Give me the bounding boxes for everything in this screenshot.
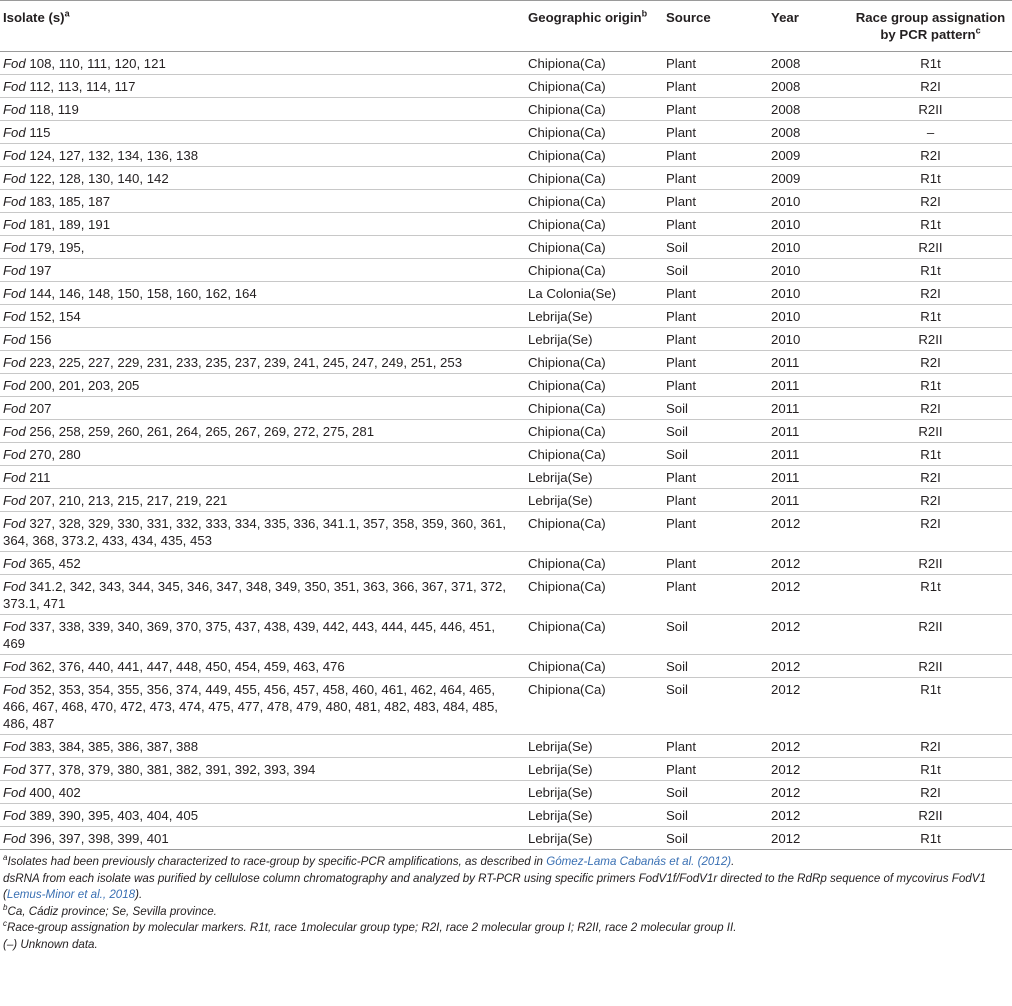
- header-year: Year: [771, 1, 849, 52]
- source-cell: Soil: [666, 397, 771, 420]
- origin-cell: Lebrija(Se): [528, 328, 666, 351]
- origin-cell: Chipiona(Ca): [528, 655, 666, 678]
- isolate-numbers: 400, 402: [25, 785, 81, 800]
- footnote-dsrna-reference-link[interactable]: Lemus-Minor et al., 2018: [6, 888, 136, 902]
- fod-label: Fod: [3, 56, 26, 71]
- isolate-numbers: 396, 397, 398, 399, 401: [25, 831, 169, 846]
- year-cell: 2012: [771, 678, 849, 735]
- source-cell: Plant: [666, 167, 771, 190]
- isolate-cell: [0, 420, 528, 443]
- isolate-cell: [0, 328, 528, 351]
- year-cell: 2008: [771, 75, 849, 98]
- origin-cell: Chipiona(Ca): [528, 575, 666, 615]
- footnote-a-reference-link[interactable]: Gómez-Lama Cabanás et al. (2012): [546, 855, 732, 868]
- table-row: [0, 735, 1012, 758]
- race-cell: R1t: [849, 305, 1012, 328]
- year-cell: 2011: [771, 443, 849, 466]
- header-source: Source: [666, 1, 771, 52]
- race-cell: –: [849, 121, 1012, 144]
- year-cell: 2012: [771, 827, 849, 850]
- footnote-unknown: (–) Unknown data.: [3, 937, 98, 951]
- fod-label: Fod: [3, 194, 26, 209]
- fod-label: Fod: [3, 808, 26, 823]
- table-row: [0, 781, 1012, 804]
- source-cell: Plant: [666, 213, 771, 236]
- table-row: [0, 305, 1012, 328]
- source-cell: Soil: [666, 781, 771, 804]
- race-cell: R2II: [849, 552, 1012, 575]
- origin-cell: Lebrija(Se): [528, 489, 666, 512]
- isolate-numbers: 383, 384, 385, 386, 387, 388: [25, 739, 199, 754]
- fod-label: Fod: [3, 424, 26, 439]
- isolate-cell: [0, 259, 528, 282]
- fod-label: Fod: [3, 831, 26, 846]
- table-row: [0, 98, 1012, 121]
- isolate-cell: [0, 121, 528, 144]
- year-cell: 2012: [771, 735, 849, 758]
- header-row: [0, 1, 1012, 52]
- isolate-cell: [0, 98, 528, 121]
- origin-cell: Chipiona(Ca): [528, 259, 666, 282]
- race-cell: R1t: [849, 443, 1012, 466]
- race-cell: R1t: [849, 259, 1012, 282]
- origin-cell: La Colonia(Se): [528, 282, 666, 305]
- race-cell: R2I: [849, 282, 1012, 305]
- fod-label: Fod: [3, 263, 26, 278]
- year-cell: 2008: [771, 52, 849, 75]
- race-cell: R1t: [849, 678, 1012, 735]
- race-cell: R2II: [849, 655, 1012, 678]
- race-cell: R2I: [849, 397, 1012, 420]
- source-cell: Plant: [666, 328, 771, 351]
- table-row: [0, 575, 1012, 615]
- race-cell: R1t: [849, 827, 1012, 850]
- isolate-numbers: 365, 452: [25, 556, 81, 571]
- fod-label: Fod: [3, 785, 26, 800]
- fod-label: Fod: [3, 217, 26, 232]
- fod-label: Fod: [3, 102, 26, 117]
- origin-cell: Lebrija(Se): [528, 735, 666, 758]
- fod-label: Fod: [3, 171, 26, 186]
- origin-cell: Chipiona(Ca): [528, 397, 666, 420]
- table-row: [0, 213, 1012, 236]
- table-row: [0, 420, 1012, 443]
- isolate-numbers: 179, 195,: [25, 240, 85, 255]
- year-cell: 2009: [771, 144, 849, 167]
- table-row: [0, 167, 1012, 190]
- year-cell: 2010: [771, 282, 849, 305]
- isolate-numbers: 122, 128, 130, 140, 142: [25, 171, 169, 186]
- table-row: [0, 259, 1012, 282]
- year-cell: 2010: [771, 236, 849, 259]
- year-cell: 2012: [771, 575, 849, 615]
- race-cell: R1t: [849, 213, 1012, 236]
- year-cell: 2010: [771, 305, 849, 328]
- source-cell: Plant: [666, 305, 771, 328]
- source-cell: Plant: [666, 374, 771, 397]
- table-row: [0, 758, 1012, 781]
- fod-label: Fod: [3, 682, 26, 697]
- table-row: [0, 489, 1012, 512]
- race-cell: R2II: [849, 615, 1012, 655]
- isolate-numbers: 352, 353, 354, 355, 356, 374, 449, 455, 456, 457, 458, 460, 461, 462, 464, 465, 466, 467, 468, 470, 472, 473, 474, 475, 477, 478, 479, 480, 481, 482, 483, 484, 485, 486, 487: [3, 682, 498, 731]
- origin-cell: Chipiona(Ca): [528, 98, 666, 121]
- fod-label: Fod: [3, 762, 26, 777]
- origin-cell: Chipiona(Ca): [528, 374, 666, 397]
- isolate-numbers: 144, 146, 148, 150, 158, 160, 162, 164: [25, 286, 257, 301]
- year-cell: 2012: [771, 512, 849, 552]
- year-cell: 2010: [771, 190, 849, 213]
- isolate-numbers: 207: [25, 401, 52, 416]
- race-cell: R2I: [849, 489, 1012, 512]
- table-row: [0, 615, 1012, 655]
- isolate-numbers: 223, 225, 227, 229, 231, 233, 235, 237, 239, 241, 245, 247, 249, 251, 253: [25, 355, 463, 370]
- source-cell: Plant: [666, 735, 771, 758]
- race-cell: R2II: [849, 236, 1012, 259]
- isolate-numbers: 256, 258, 259, 260, 261, 264, 265, 267, 269, 272, 275, 281: [25, 424, 375, 439]
- origin-cell: Chipiona(Ca): [528, 351, 666, 374]
- header-origin: Geographic origin$^b$: [528, 1, 666, 52]
- fod-label: Fod: [3, 493, 26, 508]
- table-row: [0, 282, 1012, 305]
- isolate-numbers: 362, 376, 440, 441, 447, 448, 450, 454, 459, 463, 476: [25, 659, 345, 674]
- isolate-numbers: 156: [25, 332, 52, 347]
- table-body: [0, 52, 1012, 850]
- origin-cell: Lebrija(Se): [528, 758, 666, 781]
- footnote-c: $^c$Race-group assignation by molecular markers. R1t, race 1molecular group type; R2I, race 2 molecular group I; R2II, race 2 molecular group II.: [3, 919, 737, 935]
- isolate-cell: [0, 758, 528, 781]
- year-cell: 2011: [771, 466, 849, 489]
- isolate-numbers: 181, 189, 191: [25, 217, 111, 232]
- origin-cell: Chipiona(Ca): [528, 144, 666, 167]
- table-row: [0, 374, 1012, 397]
- isolate-numbers: 152, 154: [25, 309, 81, 324]
- source-cell: Soil: [666, 259, 771, 282]
- table-row: [0, 190, 1012, 213]
- source-cell: Plant: [666, 512, 771, 552]
- fod-label: Fod: [3, 401, 26, 416]
- origin-cell: Chipiona(Ca): [528, 190, 666, 213]
- table-row: [0, 655, 1012, 678]
- year-cell: 2012: [771, 781, 849, 804]
- table-row: [0, 827, 1012, 850]
- isolate-cell: [0, 655, 528, 678]
- isolate-numbers: 115: [25, 125, 51, 140]
- source-cell: Plant: [666, 144, 771, 167]
- year-cell: 2011: [771, 397, 849, 420]
- isolate-cell: [0, 167, 528, 190]
- source-cell: Soil: [666, 804, 771, 827]
- source-cell: Plant: [666, 466, 771, 489]
- isolate-numbers: 341.2, 342, 343, 344, 345, 346, 347, 348, 349, 350, 351, 363, 366, 367, 371, 372, 373.1, 471: [3, 579, 507, 611]
- year-cell: 2011: [771, 374, 849, 397]
- origin-cell: Chipiona(Ca): [528, 236, 666, 259]
- race-cell: R1t: [849, 52, 1012, 75]
- origin-cell: Chipiona(Ca): [528, 420, 666, 443]
- source-cell: Soil: [666, 443, 771, 466]
- fod-label: Fod: [3, 240, 26, 255]
- isolate-cell: [0, 678, 528, 735]
- isolate-numbers: 207, 210, 213, 215, 217, 219, 221: [25, 493, 228, 508]
- source-cell: Soil: [666, 236, 771, 259]
- origin-cell: Lebrija(Se): [528, 781, 666, 804]
- origin-cell: Chipiona(Ca): [528, 615, 666, 655]
- fod-label: Fod: [3, 659, 26, 674]
- footnote-b: $^b$Ca, Cádiz province; Se, Sevilla province.: [3, 902, 217, 918]
- origin-cell: Chipiona(Ca): [528, 52, 666, 75]
- race-cell: R2I: [849, 781, 1012, 804]
- isolate-cell: [0, 781, 528, 804]
- table-row: [0, 351, 1012, 374]
- fod-label: Fod: [3, 447, 26, 462]
- race-cell: R2II: [849, 420, 1012, 443]
- source-cell: Plant: [666, 282, 771, 305]
- isolate-cell: [0, 397, 528, 420]
- fod-label: Fod: [3, 332, 26, 347]
- isolate-numbers: 124, 127, 132, 134, 136, 138: [25, 148, 199, 163]
- isolate-numbers: 112, 113, 114, 117: [25, 79, 136, 94]
- isolate-numbers: 211: [25, 470, 51, 485]
- table-row: [0, 328, 1012, 351]
- isolate-cell: [0, 466, 528, 489]
- year-cell: 2012: [771, 552, 849, 575]
- origin-cell: Chipiona(Ca): [528, 512, 666, 552]
- isolate-numbers: 270, 280: [25, 447, 81, 462]
- table-row: [0, 512, 1012, 552]
- isolate-cell: [0, 615, 528, 655]
- isolate-numbers: 200, 201, 203, 205: [25, 378, 140, 393]
- table-row: [0, 52, 1012, 75]
- year-cell: 2009: [771, 167, 849, 190]
- isolate-cell: [0, 190, 528, 213]
- isolate-cell: [0, 443, 528, 466]
- fod-label: Fod: [3, 309, 26, 324]
- isolate-cell: [0, 827, 528, 850]
- origin-cell: Chipiona(Ca): [528, 121, 666, 144]
- header-race: Race group assignation by PCR pattern$^c$: [849, 1, 1012, 52]
- fod-label: Fod: [3, 148, 26, 163]
- race-cell: R2I: [849, 466, 1012, 489]
- source-cell: Plant: [666, 52, 771, 75]
- race-cell: R2II: [849, 328, 1012, 351]
- race-cell: R2I: [849, 190, 1012, 213]
- isolate-numbers: 183, 185, 187: [25, 194, 111, 209]
- isolate-cell: [0, 213, 528, 236]
- isolate-cell: [0, 735, 528, 758]
- header-isolate: Isolate $(s)^a$: [0, 1, 528, 52]
- table-row: [0, 121, 1012, 144]
- race-cell: R2II: [849, 804, 1012, 827]
- isolate-cell: [0, 236, 528, 259]
- origin-cell: Chipiona(Ca): [528, 552, 666, 575]
- origin-cell: Chipiona(Ca): [528, 443, 666, 466]
- year-cell: 2008: [771, 98, 849, 121]
- race-cell: R2I: [849, 144, 1012, 167]
- source-cell: Soil: [666, 615, 771, 655]
- source-cell: Soil: [666, 827, 771, 850]
- table-row: [0, 236, 1012, 259]
- isolate-numbers: 327, 328, 329, 330, 331, 332, 333, 334, 335, 336, 341.1, 357, 358, 359, 360, 361, 364, 368, 373.2, 433, 434, 435, 453: [3, 516, 507, 548]
- isolate-cell: [0, 575, 528, 615]
- year-cell: 2011: [771, 420, 849, 443]
- footnote-a: $^a$Isolates had been previously characterized to race-group by specific-PCR amplifications, as described in Gómez-Lama Cabanás et al. (2012).: [3, 853, 735, 868]
- isolate-numbers: 118, 119: [25, 102, 79, 117]
- source-cell: Plant: [666, 75, 771, 98]
- race-cell: R1t: [849, 758, 1012, 781]
- origin-cell: Lebrija(Se): [528, 305, 666, 328]
- isolate-numbers: 377, 378, 379, 380, 381, 382, 391, 392, 393, 394: [25, 762, 316, 777]
- table-row: [0, 552, 1012, 575]
- source-cell: Plant: [666, 489, 771, 512]
- source-cell: Plant: [666, 575, 771, 615]
- fod-label: Fod: [3, 286, 26, 301]
- year-cell: 2012: [771, 615, 849, 655]
- isolate-numbers: 337, 338, 339, 340, 369, 370, 375, 437, 438, 439, 442, 443, 444, 445, 446, 451, 469: [3, 619, 496, 651]
- race-cell: R2I: [849, 351, 1012, 374]
- isolate-cell: [0, 374, 528, 397]
- source-cell: Soil: [666, 420, 771, 443]
- isolate-cell: [0, 552, 528, 575]
- year-cell: 2011: [771, 489, 849, 512]
- race-cell: R1t: [849, 575, 1012, 615]
- origin-cell: Lebrija(Se): [528, 466, 666, 489]
- year-cell: 2010: [771, 213, 849, 236]
- source-cell: Plant: [666, 121, 771, 144]
- fod-label: Fod: [3, 470, 26, 485]
- source-cell: Plant: [666, 98, 771, 121]
- table-row: [0, 144, 1012, 167]
- race-cell: R1t: [849, 374, 1012, 397]
- origin-cell: Lebrija(Se): [528, 804, 666, 827]
- fod-label: Fod: [3, 355, 26, 370]
- origin-cell: Chipiona(Ca): [528, 213, 666, 236]
- table-row: [0, 804, 1012, 827]
- isolate-cell: [0, 144, 528, 167]
- race-cell: R1t: [849, 167, 1012, 190]
- year-cell: 2008: [771, 121, 849, 144]
- race-cell: R2II: [849, 98, 1012, 121]
- year-cell: 2010: [771, 328, 849, 351]
- year-cell: 2011: [771, 351, 849, 374]
- race-cell: R2I: [849, 735, 1012, 758]
- isolate-cell: [0, 351, 528, 374]
- table-row: [0, 466, 1012, 489]
- origin-cell: Chipiona(Ca): [528, 678, 666, 735]
- fod-label: Fod: [3, 579, 26, 594]
- origin-cell: Chipiona(Ca): [528, 167, 666, 190]
- table-row: [0, 443, 1012, 466]
- origin-cell: Chipiona(Ca): [528, 75, 666, 98]
- isolate-cell: [0, 804, 528, 827]
- isolate-cell: [0, 305, 528, 328]
- isolate-numbers: 197: [25, 263, 52, 278]
- source-cell: Plant: [666, 552, 771, 575]
- isolate-numbers: 108, 110, 111, 120, 121: [25, 56, 166, 71]
- year-cell: 2012: [771, 758, 849, 781]
- race-cell: R2I: [849, 75, 1012, 98]
- fod-label: Fod: [3, 556, 26, 571]
- table-row: [0, 678, 1012, 735]
- source-cell: Plant: [666, 351, 771, 374]
- table-footnotes: [0, 850, 1012, 954]
- origin-cell: Lebrija(Se): [528, 827, 666, 850]
- fod-label: Fod: [3, 739, 26, 754]
- year-cell: 2010: [771, 259, 849, 282]
- source-cell: Soil: [666, 678, 771, 735]
- isolate-cell: [0, 52, 528, 75]
- year-cell: 2012: [771, 804, 849, 827]
- fod-label: Fod: [3, 125, 26, 140]
- source-cell: Soil: [666, 655, 771, 678]
- source-cell: Plant: [666, 758, 771, 781]
- isolate-cell: [0, 512, 528, 552]
- fod-label: Fod: [3, 79, 26, 94]
- fod-label: Fod: [3, 516, 26, 531]
- isolate-cell: [0, 489, 528, 512]
- table-row: [0, 75, 1012, 98]
- fod-label: Fod: [3, 619, 26, 634]
- year-cell: 2012: [771, 655, 849, 678]
- source-cell: Plant: [666, 190, 771, 213]
- fod-label: Fod: [3, 378, 26, 393]
- table-row: [0, 397, 1012, 420]
- isolate-cell: [0, 282, 528, 305]
- footnote-dsrna: dsRNA from each isolate was purified by cellulose column chromatography and analyzed by RT-PCR using specific primers FodV1f/FodV1r directed to the RdRp sequence of mycovirus FodV1 (Lemus-Minor et al., 2018).: [3, 871, 986, 902]
- isolate-numbers: 389, 390, 395, 403, 404, 405: [25, 808, 199, 823]
- race-cell: R2I: [849, 512, 1012, 552]
- isolate-cell: [0, 75, 528, 98]
